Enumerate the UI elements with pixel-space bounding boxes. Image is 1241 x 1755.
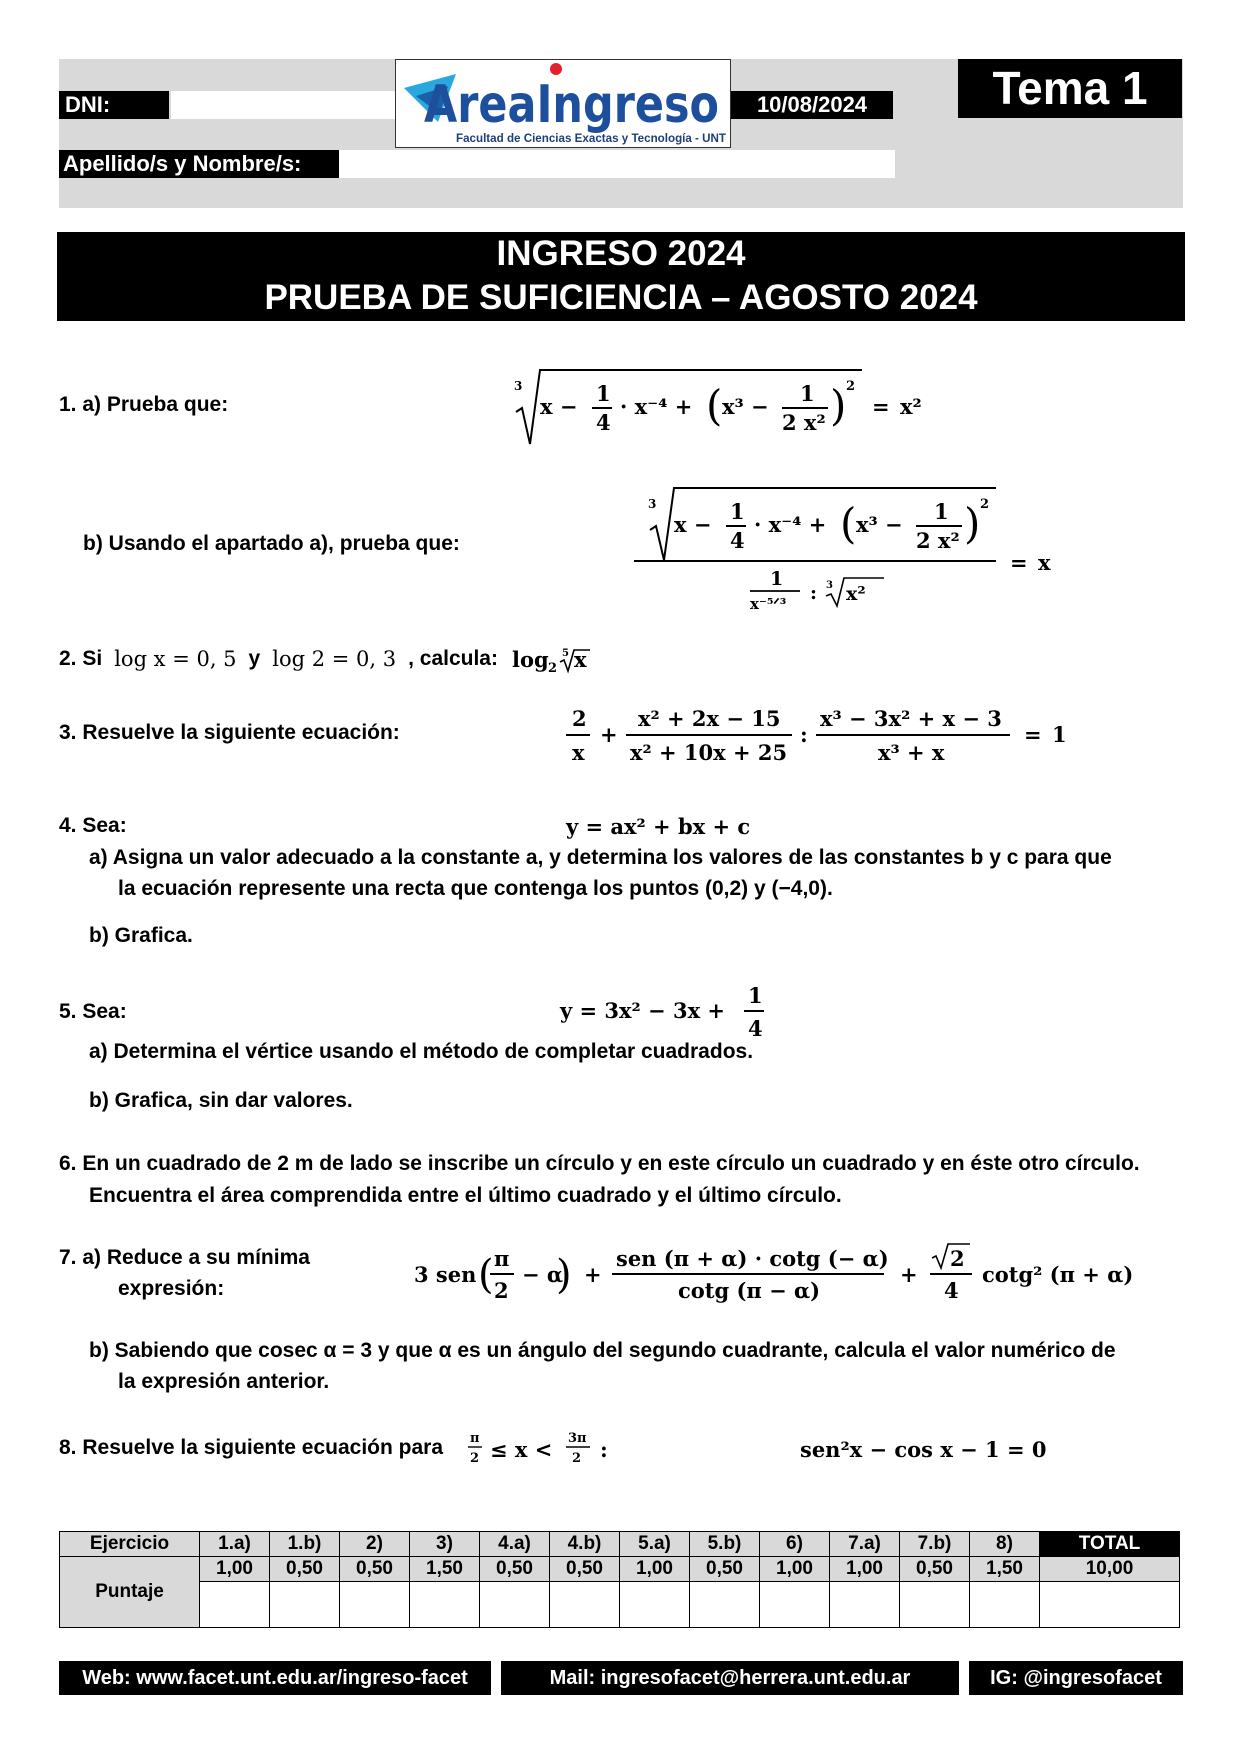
svg-text:x²: x² xyxy=(900,394,922,419)
svg-text:1: 1 xyxy=(800,381,815,406)
svg-text:): ) xyxy=(556,1252,572,1298)
q1a-formula xyxy=(510,360,930,450)
svg-text:x² + 10x + 25: x² + 10x + 25 xyxy=(630,740,788,765)
svg-text:2: 2 xyxy=(547,661,558,676)
score-row-label: Puntaje xyxy=(60,1557,200,1628)
score-points: 0,50 xyxy=(550,1557,620,1582)
score-item: 5.a) xyxy=(620,1532,690,1557)
score-points: 1,50 xyxy=(410,1557,480,1582)
score-item: 4.b) xyxy=(550,1532,620,1557)
q3-formula xyxy=(566,700,1086,770)
svg-text:x⁻⁵ᐟ³: x⁻⁵ᐟ³ xyxy=(750,595,787,613)
svg-text:2: 2 xyxy=(846,379,856,394)
score-points: 1,00 xyxy=(830,1557,900,1582)
title-line-1: INGRESO 2024 xyxy=(496,234,746,273)
score-item: 7.a) xyxy=(830,1532,900,1557)
q6-line-2: Encuentra el área comprendida entre el último cuadrado y el último círculo. xyxy=(89,1184,842,1207)
svg-text:1: 1 xyxy=(730,499,745,524)
q2-condition-1: log x = 0, 5 xyxy=(114,647,237,671)
score-item: 1.a) xyxy=(200,1532,270,1557)
score-entry[interactable] xyxy=(620,1582,690,1628)
q1b-text: b) Usando el apartado a), prueba que: xyxy=(83,532,460,555)
svg-text:x: x xyxy=(1038,550,1051,575)
score-points: 0,50 xyxy=(340,1557,410,1582)
svg-text:4: 4 xyxy=(596,410,611,435)
svg-text:3: 3 xyxy=(648,497,657,511)
svg-text:1: 1 xyxy=(770,568,784,590)
q7b-line-2: la expresión anterior. xyxy=(118,1370,330,1393)
q7b-line-1: b) Sabiendo que cosec α = 3 y que α es un ángulo del segundo cuadrante, calcula el valor numérico de xyxy=(89,1339,1116,1362)
svg-text:sen (π + α) · cotg (− α): sen (π + α) · cotg (− α) xyxy=(616,1246,889,1271)
score-points: 0,50 xyxy=(900,1557,970,1582)
svg-text:x: x xyxy=(572,740,585,765)
svg-text:(: ( xyxy=(840,499,857,548)
score-entry[interactable] xyxy=(760,1582,830,1628)
svg-text:+: + xyxy=(900,1262,918,1287)
exam-date: 10/08/2024 xyxy=(731,91,893,119)
svg-text:x³ −: x³ − xyxy=(856,512,903,537)
score-entry[interactable] xyxy=(970,1582,1040,1628)
logo xyxy=(395,59,731,148)
q2-calc: , calcula: xyxy=(408,647,498,670)
svg-text:): ) xyxy=(964,499,981,548)
svg-text::: : xyxy=(800,722,808,747)
svg-text:cotg (π − α): cotg (π − α) xyxy=(678,1278,821,1303)
svg-text:y = 3x² − 3x +: y = 3x² − 3x + xyxy=(560,998,726,1023)
footer-ig-link[interactable]: IG: @ingresofacet xyxy=(969,1661,1183,1695)
svg-text:(: ( xyxy=(478,1252,494,1298)
svg-text:1: 1 xyxy=(596,381,611,406)
svg-text:1: 1 xyxy=(748,983,763,1008)
q2-line xyxy=(59,644,590,674)
svg-text:x³ − 3x² + x − 3: x³ − 3x² + x − 3 xyxy=(820,706,1002,731)
score-points: 1,00 xyxy=(760,1557,830,1582)
score-item: 2) xyxy=(340,1532,410,1557)
svg-text:≤ x <: ≤ x < xyxy=(490,1437,553,1462)
svg-text::: : xyxy=(600,1437,608,1462)
score-entry[interactable] xyxy=(480,1582,550,1628)
score-points: 1,00 xyxy=(620,1557,690,1582)
q5b-text: b) Grafica, sin dar valores. xyxy=(89,1089,353,1112)
tema-badge: Tema 1 xyxy=(958,59,1182,118)
name-label: Apellido/s y Nombre/s: xyxy=(59,150,339,178)
svg-text:− α: − α xyxy=(522,1262,564,1287)
q4a-line-2: la ecuación represente una recta que contenga los puntos (0,2) y (−4,0). xyxy=(118,877,833,900)
score-points: 1,50 xyxy=(970,1557,1040,1582)
q2-y: y xyxy=(248,647,261,670)
svg-text:x −: x − xyxy=(674,512,712,537)
svg-text:2: 2 xyxy=(980,497,990,512)
q7a-line-1: 7. a) Reduce a su mínima xyxy=(59,1246,310,1269)
q2-prefix: 2. Si xyxy=(59,647,103,670)
svg-text:x³ −: x³ − xyxy=(722,394,769,419)
svg-text:3: 3 xyxy=(514,379,523,393)
score-entry[interactable] xyxy=(200,1582,270,1628)
svg-text:=: = xyxy=(1024,722,1042,747)
svg-text:): ) xyxy=(830,381,847,430)
svg-text:x²: x² xyxy=(846,583,866,605)
svg-text:=: = xyxy=(1010,550,1028,575)
svg-text:π: π xyxy=(470,1431,480,1446)
svg-text:3 sen: 3 sen xyxy=(414,1262,477,1287)
q8-equation: sen²x − cos x − 1 = 0 xyxy=(800,1437,1047,1462)
score-entry[interactable] xyxy=(340,1582,410,1628)
svg-text:1: 1 xyxy=(934,499,949,524)
score-item: 1.b) xyxy=(270,1532,340,1557)
q7a-formula xyxy=(410,1238,1140,1313)
score-item: 6) xyxy=(760,1532,830,1557)
svg-text:3π: 3π xyxy=(568,1431,587,1446)
svg-text:=: = xyxy=(872,394,890,419)
q6-line-1: 6. En un cuadrado de 2 m de lado se inscribe un círculo y en este círculo un cuadrado y en éste otro círculo. xyxy=(59,1152,1140,1175)
score-total-points: 10,00 xyxy=(1040,1557,1180,1582)
svg-text:· x⁻⁴ +: · x⁻⁴ + xyxy=(620,394,693,419)
score-total-header: TOTAL xyxy=(1040,1532,1180,1557)
footer-web-link[interactable]: Web: www.facet.unt.edu.ar/ingreso-facet xyxy=(59,1661,491,1695)
q2-target-formula xyxy=(510,644,590,674)
q8-text: 8. Resuelve la siguiente ecuación para xyxy=(59,1436,443,1459)
svg-text:5: 5 xyxy=(561,648,569,659)
name-field[interactable] xyxy=(339,150,895,178)
svg-text:2: 2 xyxy=(950,1246,965,1271)
score-entry[interactable] xyxy=(410,1582,480,1628)
svg-text:+: + xyxy=(600,722,618,747)
q5a-text: a) Determina el vértice usando el método de completar cuadrados. xyxy=(89,1040,754,1063)
svg-text:2: 2 xyxy=(494,1278,509,1303)
score-item: 8) xyxy=(970,1532,1040,1557)
svg-text:(: ( xyxy=(706,381,723,430)
q1a-text: 1. a) Prueba que: xyxy=(59,393,229,416)
svg-text:1: 1 xyxy=(1052,722,1067,747)
svg-text:+: + xyxy=(584,1262,602,1287)
svg-text::: : xyxy=(810,582,818,604)
svg-text:2: 2 xyxy=(572,706,587,731)
svg-text:π: π xyxy=(494,1246,510,1271)
score-entry[interactable] xyxy=(900,1582,970,1628)
score-entry[interactable] xyxy=(270,1582,340,1628)
score-total-entry[interactable] xyxy=(1040,1582,1180,1628)
svg-text:2: 2 xyxy=(470,1451,480,1466)
svg-text:x −: x − xyxy=(540,394,578,419)
q5-label: 5. Sea: xyxy=(59,1000,127,1023)
title-line-2: PRUEBA DE SUFICIENCIA – AGOSTO 2024 xyxy=(264,278,978,317)
svg-text:· x⁻⁴ +: · x⁻⁴ + xyxy=(754,512,827,537)
svg-text:2: 2 xyxy=(572,1451,582,1466)
q4b-text: b) Grafica. xyxy=(89,924,193,947)
svg-text:2 x²: 2 x² xyxy=(782,410,826,435)
score-entry[interactable] xyxy=(830,1582,900,1628)
svg-text:x: x xyxy=(573,647,587,672)
q4a-line-1: a) Asigna un valor adecuado a la constante a, y determina los valores de las constantes b y c para que xyxy=(89,846,1112,869)
svg-text:x³ + x: x³ + x xyxy=(878,740,945,765)
q7a-line-2: expresión: xyxy=(118,1277,225,1300)
q5-equation xyxy=(556,978,776,1048)
svg-text:cotg² (π + α): cotg² (π + α) xyxy=(982,1262,1134,1287)
svg-text:3: 3 xyxy=(826,580,833,591)
score-points: 0,50 xyxy=(690,1557,760,1582)
svg-text:4: 4 xyxy=(748,1016,763,1041)
score-item: 7.b) xyxy=(900,1532,970,1557)
svg-text:log: log xyxy=(511,647,549,672)
score-table xyxy=(59,1531,1180,1628)
q1b-formula xyxy=(630,478,1070,613)
q4-equation: y = ax² + bx + c xyxy=(566,814,751,839)
score-item: 5.b) xyxy=(690,1532,760,1557)
logo-subtitle: Facultad de Ciencias Exactas y Tecnología - UNT xyxy=(456,133,726,145)
score-entry[interactable] xyxy=(550,1582,620,1628)
svg-text:4: 4 xyxy=(730,528,745,553)
svg-text:x² + 2x − 15: x² + 2x − 15 xyxy=(638,706,781,731)
q4-label: 4. Sea: xyxy=(59,814,127,837)
svg-text:4: 4 xyxy=(944,1278,959,1303)
score-entry[interactable] xyxy=(690,1582,760,1628)
score-points: 0,50 xyxy=(480,1557,550,1582)
dni-field[interactable] xyxy=(171,91,395,119)
score-header: Ejercicio xyxy=(60,1532,200,1557)
score-item: 3) xyxy=(410,1532,480,1557)
q8-interval xyxy=(466,1424,616,1474)
svg-text:2 x²: 2 x² xyxy=(916,528,960,553)
exam-title xyxy=(57,232,1185,321)
score-item: 4.a) xyxy=(480,1532,550,1557)
q2-condition-2: log 2 = 0, 3 xyxy=(272,647,397,671)
score-points: 0,50 xyxy=(270,1557,340,1582)
score-points: 1,00 xyxy=(200,1557,270,1582)
footer-mail-link[interactable]: Mail: ingresofacet@herrera.unt.edu.ar xyxy=(501,1661,959,1695)
footer xyxy=(59,1661,1183,1695)
logo-text: AreaIngreso xyxy=(424,75,719,135)
q3-text: 3. Resuelve la siguiente ecuación: xyxy=(59,721,400,744)
dni-label: DNI: xyxy=(59,91,169,119)
